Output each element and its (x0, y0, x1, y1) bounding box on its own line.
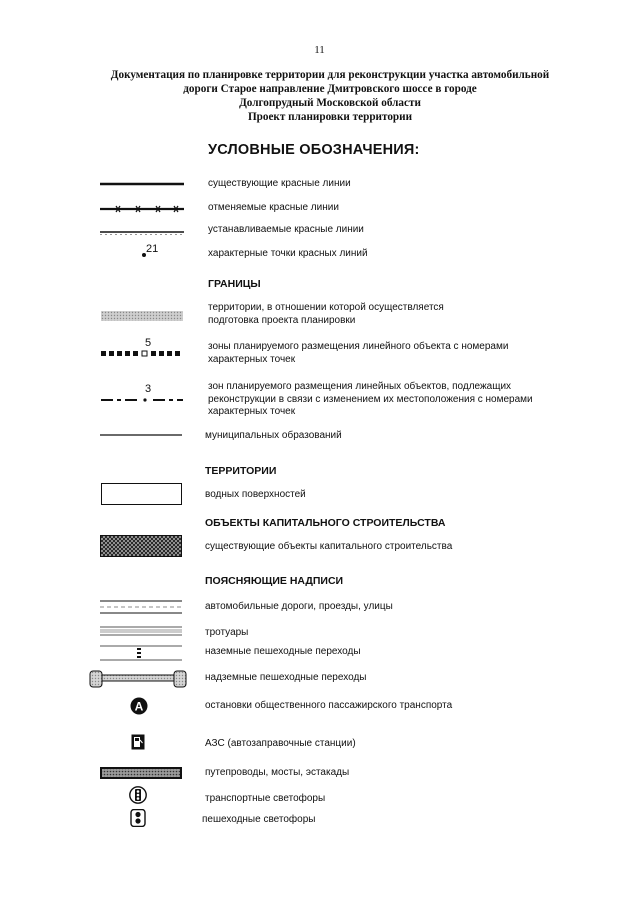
text-line: зоны планируемого размещения линейного объекта с номерами (208, 341, 509, 352)
text-line: территории, в отношении которой осуществляется (208, 302, 444, 313)
title-line: Документация по планировке территории для реконструкции участка автомобильной (110, 69, 550, 81)
existing-red-line-symbol (100, 180, 184, 188)
capital-construction-heading: ОБЪЕКТЫ КАПИТАЛЬНОГО СТРОИТЕЛЬСТВА (205, 517, 446, 529)
bus-stop-label: остановки общественного пассажирского транспорта (205, 700, 453, 711)
text-line: характерных точек (208, 353, 296, 365)
overpass-bridge-label: путепроводы, мосты, эстакады (205, 767, 350, 778)
title-line: Долгопрудный Московской области (239, 97, 421, 109)
linear-object-zone-label (208, 341, 508, 366)
planning-territory-boundary-symbol (101, 311, 183, 321)
cancelled-red-line-symbol (100, 204, 184, 214)
municipal-boundary-label: муниципальных образований (205, 430, 342, 441)
overhead-crossing-symbol (88, 668, 190, 690)
existing-red-lines-label: существующие красные линии (208, 178, 351, 189)
characteristic-point-number: 21 (146, 243, 159, 255)
sidewalk-label: тротуары (205, 627, 249, 638)
explanatory-heading: ПОЯСНЯЮЩИЕ НАДПИСИ (205, 575, 344, 587)
title-line: дороги Старое направление Дмитровского шоссе в городе (183, 83, 477, 95)
overhead-crossing-label: надземные пешеходные переходы (205, 672, 367, 683)
planning-territory-label (208, 302, 444, 327)
gas-station-icon (131, 734, 145, 750)
boundaries-heading: ГРАНИЦЫ (208, 278, 261, 290)
ground-crossing-symbol (100, 643, 182, 663)
municipal-boundary-symbol (100, 432, 182, 438)
territories-heading: ТЕРРИТОРИИ (205, 465, 277, 477)
linear-object-zone-boundary-symbol (101, 350, 183, 358)
sidewalk-symbol (100, 625, 182, 639)
capital-construction-label: существующие объекты капитального строительства (205, 541, 453, 552)
reconstruction-zone-point-number: 3 (145, 383, 152, 395)
bus-stop-letter: A (134, 699, 144, 714)
pedestrian-light-icon (130, 809, 146, 827)
cancelled-red-lines-label: отменяемые красные линии (208, 202, 339, 213)
text-line: подготовка проекта планировки (208, 314, 356, 326)
overpass-bridge-symbol (100, 767, 182, 779)
established-red-lines-label: устанавливаемые красные линии (208, 224, 364, 235)
road-label: автомобильные дороги, проезды, улицы (205, 601, 393, 612)
reconstruction-zone-label (208, 381, 533, 419)
bus-stop-icon (130, 697, 148, 715)
pedestrian-light-label: пешеходные светофоры (202, 814, 316, 825)
gas-station-label: АЗС (автозаправочные станции) (205, 738, 356, 749)
document-title (60, 68, 600, 124)
capital-construction-symbol (100, 535, 182, 557)
ground-crossing-label: наземные пешеходные переходы (205, 646, 361, 657)
title-line: Проект планировки территории (247, 111, 413, 123)
text-line: характерных точек (208, 406, 296, 417)
water-surface-symbol (101, 483, 182, 505)
characteristic-points-label: характерные точки красных линий (208, 248, 368, 259)
text-line: реконструкции в связи с изменением их местоположения с номерами (208, 393, 533, 405)
traffic-light-label: транспортные светофоры (205, 793, 326, 804)
water-surface-label: водных поверхностей (205, 489, 306, 500)
text-line: зон планируемого размещения линейных объектов, подлежащих (208, 381, 512, 392)
legend-title: УСЛОВНЫЕ ОБОЗНАЧЕНИЯ: (208, 142, 420, 158)
established-red-line-symbol (100, 228, 184, 236)
zone-point-number: 5 (145, 337, 152, 349)
traffic-light-icon (129, 786, 147, 804)
road-symbol (100, 600, 182, 614)
page-number: 11 (314, 44, 325, 56)
reconstruction-zone-boundary-symbol (101, 396, 183, 404)
